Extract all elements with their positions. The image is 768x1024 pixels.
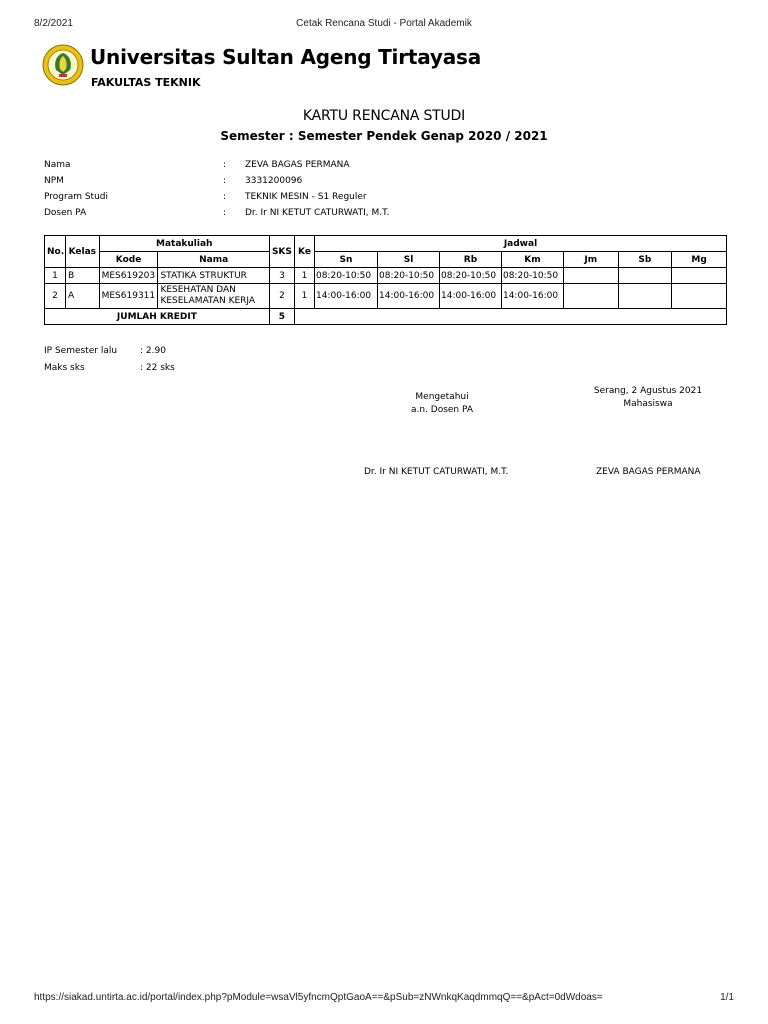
total-label: JUMLAH KREDIT (45, 309, 270, 325)
university-name: Universitas Sultan Ageng Tirtayasa (90, 45, 482, 69)
cell-ke: 1 (295, 284, 315, 309)
info-value: 3331200096 (245, 176, 303, 186)
cell-schedule-mg (672, 268, 727, 284)
ip-value: : 2.90 (140, 346, 166, 356)
krs-table (44, 235, 727, 325)
cell-ke: 1 (295, 268, 315, 284)
cell-schedule-sn: 14:00-16:00 (314, 284, 377, 309)
cell-schedule-km: 14:00-16:00 (501, 284, 563, 309)
print-date: 8/2/2021 (34, 18, 73, 29)
maks-sks-label: Maks sks (44, 363, 85, 373)
print-header (0, 18, 768, 32)
print-page-number: 1/1 (720, 992, 734, 1003)
cell-no: 1 (45, 268, 66, 284)
table-row (45, 268, 727, 284)
signature-mengetahui: Mengetahui (415, 392, 469, 402)
cell-kode: MES619311 (99, 284, 158, 309)
col-header-kode: Kode (99, 252, 158, 268)
cell-schedule-rb: 08:20-10:50 (440, 268, 502, 284)
cell-kode: MES619203 (99, 268, 158, 284)
table-subheader-row (45, 252, 727, 268)
info-label: Dosen PA (44, 208, 87, 218)
academic-summary (44, 346, 264, 380)
info-row-npm (44, 176, 544, 192)
col-header-day-jm: Jm (563, 252, 618, 268)
signature-place-date: Serang, 2 Agustus 2021 (593, 386, 703, 396)
print-url: https://siakad.untirta.ac.id/portal/index.php?pModule=wsaVl5yfncmQptGaoA==&pSub=zNWnkqKaqdmmqQ==&pAct=0dWdoas= (34, 992, 603, 1003)
info-value: TEKNIK MESIN - S1 Reguler (245, 192, 367, 202)
cell-schedule-sb (618, 284, 672, 309)
print-footer (0, 992, 768, 1006)
col-header-matakuliah: Matakuliah (99, 236, 269, 252)
cell-schedule-sl: 08:20-10:50 (378, 268, 440, 284)
info-row-dosen-pa (44, 208, 544, 224)
info-separator: : (223, 192, 227, 202)
faculty-name: FAKULTAS TEKNIK (91, 76, 201, 89)
info-separator: : (223, 176, 227, 186)
info-label: NPM (44, 176, 64, 186)
letterhead (42, 42, 732, 94)
col-header-sks: SKS (269, 236, 294, 268)
signature-student-role: Mahasiswa (623, 399, 673, 409)
cell-schedule-sl: 14:00-16:00 (378, 284, 440, 309)
signature-advisor-role: a.n. Dosen PA (410, 405, 474, 415)
cell-sks: 3 (269, 268, 294, 284)
signature-block-student (588, 385, 708, 411)
col-header-jadwal: Jadwal (314, 236, 726, 252)
advisor-name: Dr. Ir NI KETUT CATURWATI, M.T. (364, 467, 509, 477)
info-label: Nama (44, 160, 71, 170)
table-row (45, 284, 727, 309)
col-header-kelas: Kelas (66, 236, 100, 268)
cell-schedule-mg (672, 284, 727, 309)
cell-schedule-jm (563, 268, 618, 284)
cell-kelas: A (66, 284, 100, 309)
total-sks: 5 (269, 309, 294, 325)
col-header-no: No. (45, 236, 66, 268)
info-value: ZEVA BAGAS PERMANA (245, 160, 350, 170)
cell-schedule-sb (618, 268, 672, 284)
info-row-program-studi (44, 192, 544, 208)
ip-label: IP Semester lalu (44, 346, 118, 356)
total-filler (295, 309, 727, 325)
cell-nama: STATIKA STRUKTUR (158, 268, 269, 284)
ip-semester-row (44, 346, 264, 363)
col-header-nama: Nama (158, 252, 269, 268)
cell-schedule-jm (563, 284, 618, 309)
table-header-row (45, 236, 727, 252)
cell-schedule-rb: 14:00-16:00 (440, 284, 502, 309)
cell-schedule-km: 08:20-10:50 (501, 268, 563, 284)
col-header-day-km: Km (501, 252, 563, 268)
info-label: Program Studi (44, 192, 108, 202)
col-header-day-sl: Sl (378, 252, 440, 268)
table-total-row (45, 309, 727, 325)
university-seal-logo (42, 44, 84, 86)
cell-kelas: B (66, 268, 100, 284)
cell-schedule-sn: 08:20-10:50 (314, 268, 377, 284)
info-value: Dr. Ir NI KETUT CATURWATI, M.T. (245, 208, 390, 218)
maks-sks-value: : 22 sks (140, 363, 175, 373)
cell-no: 2 (45, 284, 66, 309)
info-separator: : (223, 160, 227, 170)
col-header-day-rb: Rb (440, 252, 502, 268)
col-header-day-sn: Sn (314, 252, 377, 268)
col-header-day-mg: Mg (672, 252, 727, 268)
info-row-nama (44, 160, 544, 176)
student-info (44, 160, 544, 224)
col-header-ke: Ke (295, 236, 315, 268)
signature-block-advisor (372, 391, 512, 417)
student-name: ZEVA BAGAS PERMANA (596, 467, 701, 477)
cell-nama: KESEHATAN DAN KESELAMATAN KERJA (158, 284, 269, 309)
info-separator: : (223, 208, 227, 218)
maks-sks-row (44, 363, 264, 380)
print-page-title: Cetak Rencana Studi - Portal Akademik (296, 18, 472, 29)
document-subtitle: Semester : Semester Pendek Genap 2020 / 2021 (220, 129, 548, 143)
cell-sks: 2 (269, 284, 294, 309)
col-header-day-sb: Sb (618, 252, 672, 268)
document-title: KARTU RENCANA STUDI (302, 108, 466, 124)
